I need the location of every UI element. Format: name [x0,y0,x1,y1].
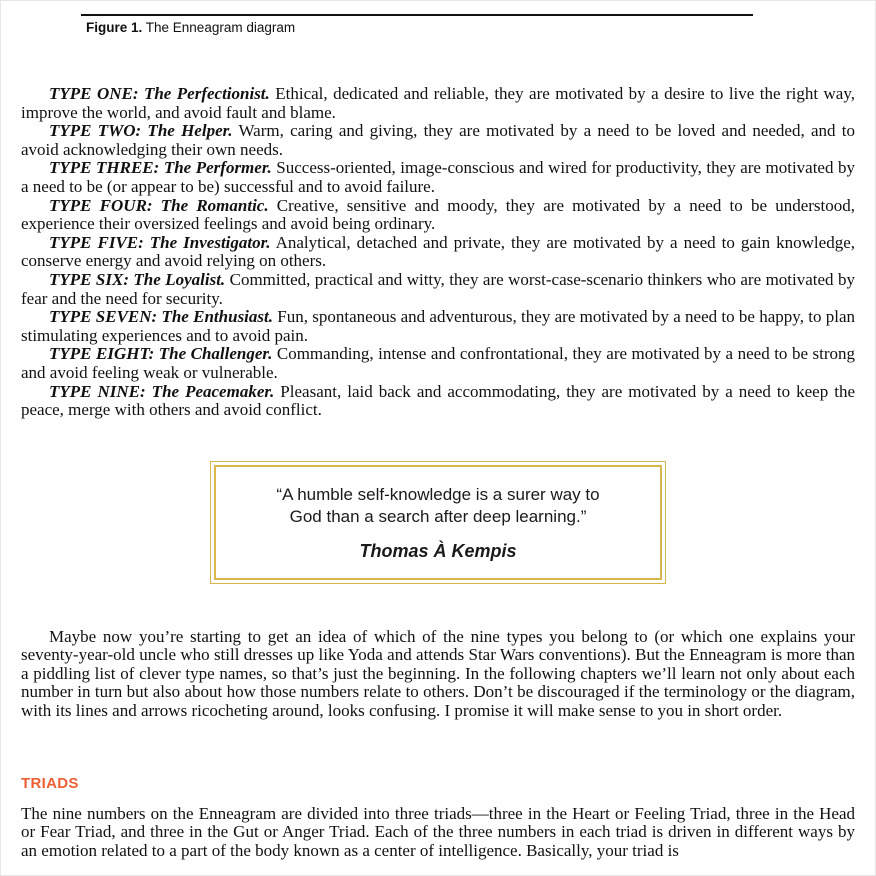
type-descriptions [21,85,855,420]
type-paragraph-three [21,159,855,196]
figure-caption-text: The Enneagram diagram [142,20,296,35]
type-three-lead: TYPE THREE: The Performer. [49,158,272,178]
intro-paragraph: Maybe now you’re starting to get an idea of which of the nine types you belong to (or which one explains your seventy-year-old uncle who still dresses up like Yoda and attends Star Wars conventions). But the Enneagram is more than a piddling list of clever type names, so that’s just the beginning. In the following chapters we’ll learn not only about each number in turn but also about how those numbers relate to others. Don’t be discouraged if the terminology or the diagram, with its lines and arrows ricocheting around, looks confusing. I promise it will make sense to you in short order. [21,626,855,721]
type-five-body: Analytical, detached and private, they are motivated by a need to gain knowledge, conserve energy and avoid relying on others. [21,232,855,271]
type-paragraph-eight [21,345,855,382]
type-three-body: Success-oriented, image-conscious and wired for productivity, they are motivated by a need to be (or appear to be) successful and to avoid failure. [21,158,856,196]
type-paragraph-five [21,234,855,271]
quote-attribution: Thomas À Kempis [359,540,517,561]
type-five-lead: TYPE FIVE: The Investigator. [49,232,271,252]
type-one-body: Ethical, dedicated and reliable, they are motivated by a desire to live the right way, improve the world, and avoid fault and blame. [21,84,855,122]
type-four-lead: TYPE FOUR: The Romantic. [49,195,269,215]
quote-block [21,461,855,584]
figure-caption [86,20,875,35]
type-seven-body: Fun, spontaneous and adventurous, they are motivated by a need to be happy, to plan stimulating experiences and to avoid pain. [21,307,855,345]
type-paragraph-six [21,271,855,308]
type-two-lead: TYPE TWO: The Helper. [49,121,233,141]
type-paragraph-seven [21,308,855,345]
type-nine-lead: TYPE NINE: The Peacemaker. [49,381,275,401]
type-paragraph-two [21,122,855,159]
quote-text-line1: “A humble self-knowledge is a surer way to [276,484,600,504]
type-seven-lead: TYPE SEVEN: The Enthusiast. [49,307,273,327]
figure-caption-label: Figure 1. [86,20,143,35]
type-six-body: Committed, practical and witty, they are worst-case-scenario thinkers who are motivated by fear and the need for security. [21,269,855,308]
type-paragraph-one [21,85,855,122]
triads-heading: TRIADS [21,774,79,792]
quote-box-outer-border [210,461,666,584]
type-eight-body: Commanding, intense and confrontational, they are motivated by a need to be strong and avoid feeling weak or vulnerable. [21,344,855,382]
quote-box [214,465,662,580]
type-paragraph-four [21,197,855,234]
type-two-body: Warm, caring and giving, they are motivated by a need to be loved and needed, and to avoid acknowledging their own needs. [21,121,856,159]
type-four-body: Creative, sensitive and moody, they are motivated by a need to be understood, experience their oversized feelings and avoid being ordinary. [21,195,855,234]
type-eight-lead: TYPE EIGHT: The Challenger. [49,344,273,364]
type-six-lead: TYPE SIX: The Loyalist. [49,269,226,289]
type-nine-body: Pleasant, laid back and accommodating, they are motivated by a need to keep the peace, merge with others and avoid conflict. [21,381,856,420]
type-one-lead: TYPE ONE: The Perfectionist. [49,84,270,103]
type-paragraph-nine [21,383,855,420]
triads-paragraph: The nine numbers on the Enneagram are divided into three triads—three in the Heart or Feeling Triad, three in the Head or Fear Triad, and three in the Gut or Anger Triad. Each of the three numbers in each triad is driven in different ways by an emotion related to a part of the body known as a center of intelligence. Basically, your triad is [21,803,855,860]
figure-divider [81,14,753,16]
quote-text-line2: God than a search after deep learning.” [289,506,587,526]
